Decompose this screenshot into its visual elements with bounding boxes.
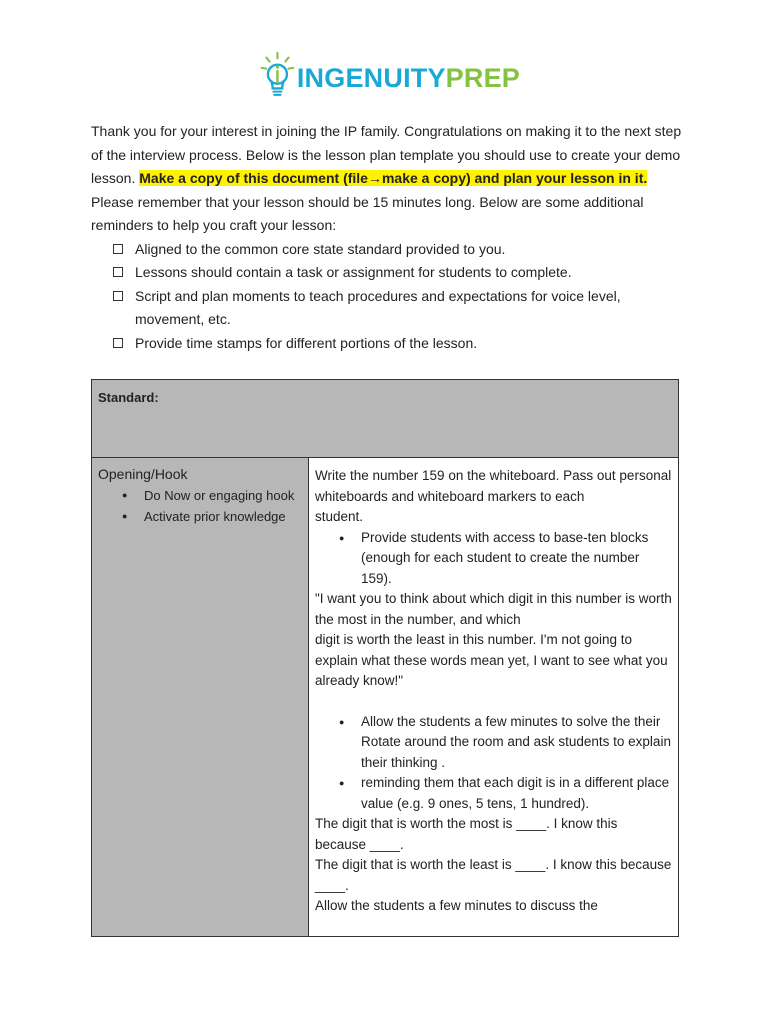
section-bullet: ● Activate prior knowledge (122, 507, 302, 526)
intro-section (91, 120, 691, 355)
content-quote: digit is worth the least in this number. I'm not going to explain what these words mean yet, I want to see what you already know!" (315, 632, 668, 688)
logo-wordmark (297, 63, 520, 94)
checkbox-icon (113, 291, 123, 301)
reminder-list (91, 238, 691, 356)
reminder-text: Lessons should contain a task or assignment for students to complete. (135, 264, 572, 280)
content-bullet: ● Allow the students a few minutes to solve the their Rotate around the room and ask students to explain their thinking . (339, 712, 672, 774)
reminder-item (111, 261, 691, 285)
lesson-plan-table (91, 379, 679, 937)
intro-highlight: Make a copy of this document (file→make a copy) and plan your lesson in it. (139, 170, 648, 186)
spacer (315, 692, 672, 712)
section-title: Opening/Hook (98, 466, 188, 482)
checkbox-icon (113, 338, 123, 348)
content-cell (309, 458, 679, 937)
checkbox-icon (113, 244, 123, 254)
lightbulb-icon (260, 44, 295, 106)
content-bullets (315, 528, 672, 590)
content-bullets (315, 712, 672, 815)
section-bullets (98, 486, 302, 526)
content-line: The digit that is worth the most is ____. I know this because ____. (315, 816, 618, 852)
section-cell (92, 458, 309, 937)
section-bullet: ● Do Now or engaging hook (122, 486, 302, 505)
content-quote: "I want you to think about which digit in this number is worth the most in the number, and which (315, 591, 672, 627)
content-line: The digit that is worth the least is ____. I know this because ____. (315, 857, 672, 893)
logo (260, 44, 520, 106)
intro-text-after: Please remember that your lesson should be 15 minutes long. Below are some additional reminders to help you craft your lesson: (91, 193, 644, 233)
intro-text-before: Thank you for your interest in joining the IP family. Congratulations on making it to the next step of the interview process. Below is the lesson plan template you should use to create your demo lesson. (91, 123, 682, 186)
reminder-text: Script and plan moments to teach procedures and expectations for voice level, movement, etc. (135, 287, 621, 327)
content-bullet: ● reminding them that each digit is in a different place value (e.g. 9 ones, 5 tens, 1 hundred). (339, 773, 672, 814)
intro-paragraph (91, 120, 691, 238)
reminder-item (111, 285, 691, 332)
logo-word-1: INGENUITY (296, 62, 446, 93)
content-bullet: ● Provide students with access to base-ten blocks (enough for each student to create the number 159). (339, 528, 672, 590)
content-paragraph: Write the number 159 on the whiteboard. Pass out personal whiteboards and whiteboard markers to each (315, 468, 672, 504)
reminder-text: Provide time stamps for different portions of the lesson. (135, 334, 478, 351)
reminder-item (111, 332, 691, 356)
standard-label: Standard: (92, 380, 679, 458)
content-paragraph: student. (315, 509, 364, 524)
reminder-item (111, 238, 691, 262)
checkbox-icon (113, 267, 123, 277)
logo-word-2: PREP (445, 62, 520, 93)
reminder-text: Aligned to the common core state standard provided to you. (135, 240, 506, 257)
opening-hook-row (92, 458, 679, 937)
standard-row (92, 380, 679, 458)
content-line: Allow the students a few minutes to discuss the (315, 898, 598, 913)
